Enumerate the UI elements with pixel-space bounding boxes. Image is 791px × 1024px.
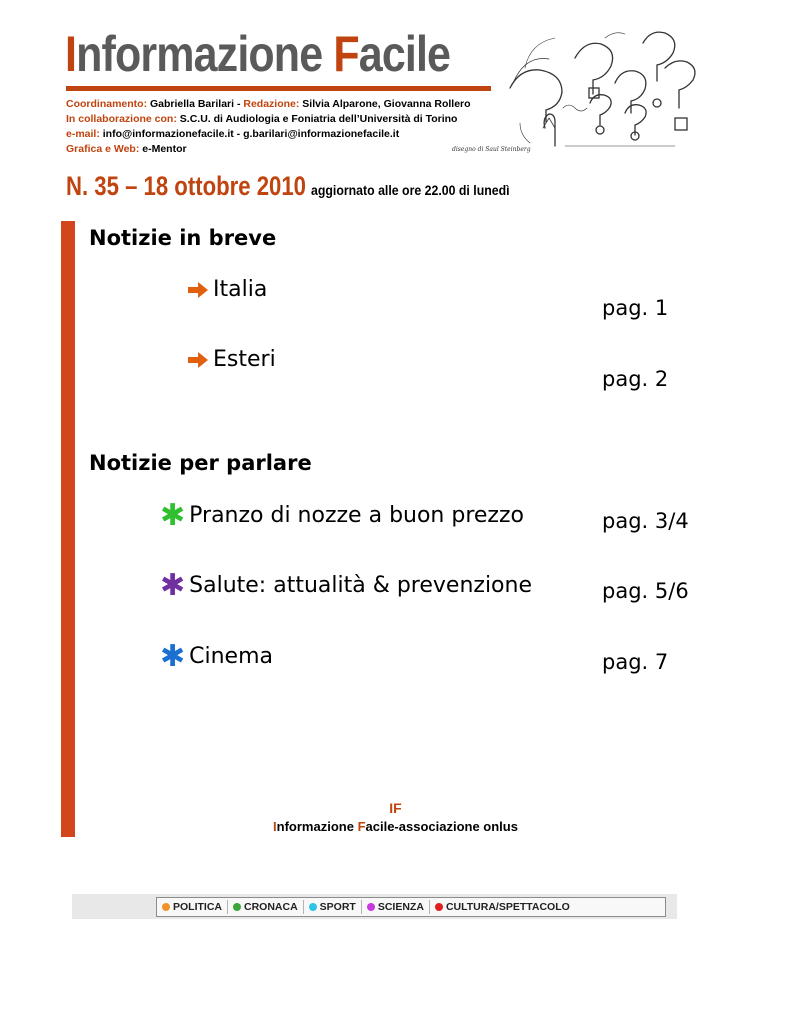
toc-item-label: Salute: attualità & prevenzione [189,573,532,598]
dot-icon [435,903,443,911]
dot-icon [162,903,170,911]
question-marks-drawing [505,28,705,158]
category-legend [156,897,666,917]
credits-line-coordination: Coordinamento: Gabriella Barilari - Redazione: Silvia Alparone, Giovanna Rollero [66,98,471,110]
toc-item-wedding-lunch[interactable] [160,497,524,533]
toc-item-esteri[interactable] [187,347,276,372]
issue-number-date: N. 35 – 18 ottobre 2010 [66,171,306,201]
asterisk-icon: ✱ [160,567,186,603]
masthead-rule [66,86,491,91]
toc-item-italia[interactable] [187,277,267,302]
category-sport[interactable]: SPORT [304,900,362,914]
drawing-caption: disegno di Saul Steinberg [452,146,531,153]
arrow-right-icon [187,281,209,299]
dot-icon [309,903,317,911]
section-title-talk: Notizie per parlare [89,451,312,475]
toc-page-ref: pag. 3/4 [602,509,689,533]
association-name: Informazione Facile-associazione onlus [273,819,518,834]
category-cronaca[interactable]: CRONACA [228,900,304,914]
credits-line-email: e-mail: info@informazionefacile.it - g.barilari@informazionefacile.it [66,128,400,140]
asterisk-icon: ✱ [160,497,186,533]
credits-line-collaboration: In collaborazione con: S.C.U. di Audiologia e Foniatria dell’Università di Torino [66,113,458,125]
toc-page-ref: pag. 7 [602,650,669,674]
toc-item-health[interactable] [160,567,532,603]
category-politica[interactable]: POLITICA [157,900,228,914]
toc-item-cinema[interactable] [160,638,274,674]
toc-item-label: Pranzo di nozze a buon prezzo [189,503,524,528]
toc-item-label: Cinema [189,644,274,669]
asterisk-icon: ✱ [160,638,186,674]
toc-page-ref: pag. 2 [602,367,669,391]
toc-page-ref: pag. 1 [602,296,669,320]
category-bar [72,894,677,919]
toc-item-label: Italia [213,277,268,302]
side-accent-bar [61,221,75,837]
section-title-brief: Notizie in breve [89,226,277,250]
dot-icon [233,903,241,911]
issue-line [66,171,537,202]
if-logo: IF [389,800,402,816]
category-scienza[interactable]: SCIENZA [362,900,430,914]
dot-icon [367,903,375,911]
category-cultura-spettacolo[interactable]: CULTURA/SPETTACOLO [430,900,575,914]
credits-line-graphics: Grafica e Web: e-Mentor [66,143,187,155]
arrow-right-icon [187,351,209,369]
credits-block [66,97,471,157]
masthead-title: Informazione Facile [65,26,451,82]
toc-item-label: Esteri [213,347,276,372]
issue-updated: aggiornato alle ore 22.00 di lunedì [311,182,510,198]
toc-page-ref: pag. 5/6 [602,579,689,603]
